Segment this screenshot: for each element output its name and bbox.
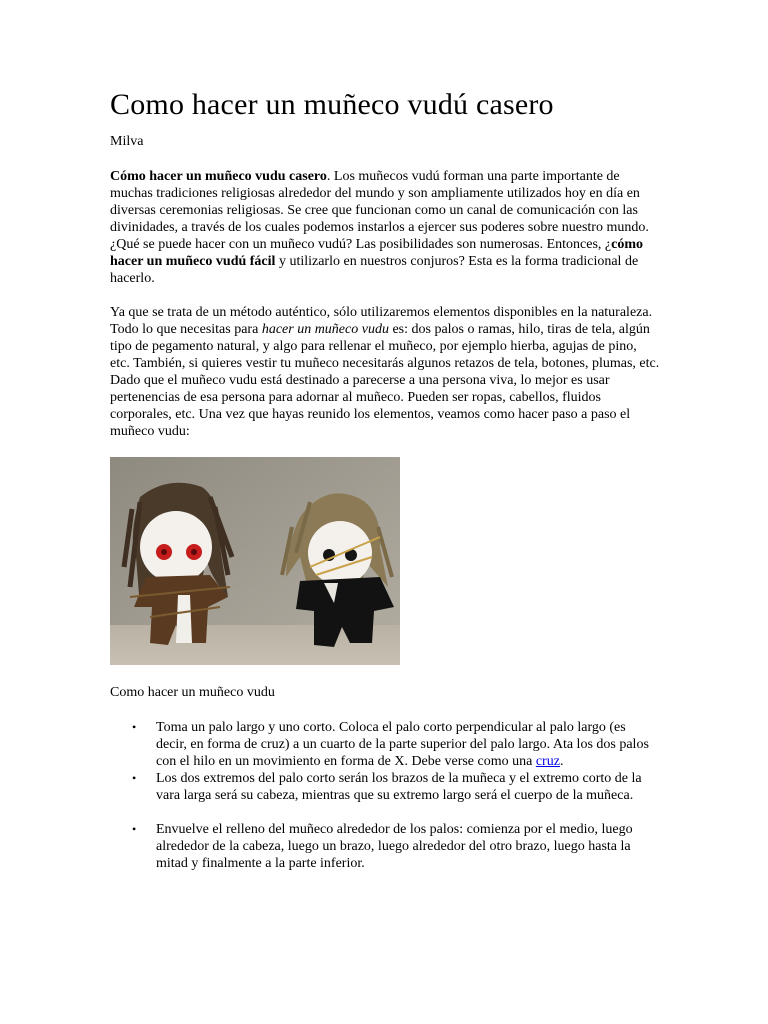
materials-paragraph (110, 304, 660, 440)
materials-italic: hacer un muñeco vudu (261, 322, 389, 337)
cruz-link[interactable]: cruz (535, 754, 560, 769)
list-item (132, 821, 660, 872)
list-item (132, 770, 660, 804)
list-item-after: . (559, 754, 564, 769)
article-title: Como hacer un muñeco vudú casero (110, 88, 554, 121)
list-item-text: Toma un palo largo y uno corto. Coloca el palo corto perpendicular al palo largo (es decir, en forma de cruz) a un cuarto de la parte superior del palo largo. Ata los dos palos con el hilo en un movimiento en forma de X. Debe verse como una (156, 720, 649, 769)
intro-paragraph (110, 168, 660, 287)
list-item (132, 719, 660, 770)
intro-text-2: y utilizarlo en nuestros conjuros? Esta es la forma tradicional de hacerlo. (110, 254, 639, 286)
materials-text-2: es: dos palos o ramas, hilo, tiras de tela, algún tipo de pegamento natural, y algo para rellenar el muñeco, por ejemplo hierba, agujas de pino, etc. También, si quieres vestir tu muñeco necesitarás algunos retazos de tela, botones, plumas, etc. Dado que el muñeco vudu está destinado a parecerse a una persona viva, lo mejor es usar pertenencias de esa persona para adornar al muñeco. Pueden ser ropas, cabellos, fluidos corporales, etc. Una vez que hayas reunido los elementos, veamos como hacer paso a paso el muñeco vudu: (110, 322, 660, 439)
bullet-icon: • (132, 822, 137, 836)
materials-text-1: Ya que se trata de un método auténtico, sólo utilizaremos elementos disponibles en la naturaleza. Todo lo que necesitas para (110, 305, 653, 337)
intro-bold-heading: Cómo hacer un muñeco vudu casero (110, 169, 327, 184)
image-caption: Como hacer un muñeco vudu (110, 685, 275, 700)
list-item-text: Envuelve el relleno del muñeco alrededor de los palos: comienza por el medio, luego alrededor de la cabeza, luego un brazo, luego alrededor del otro brazo, luego hasta la mitad y finalmente a la parte inferior. (156, 822, 633, 871)
steps-list (110, 719, 660, 872)
document-page (110, 86, 660, 872)
intro-text-1: . Los muñecos vudú forman una parte importante de muchas tradiciones religiosas alrededor del mundo y son ampliamente utilizados hoy en día en diversas ceremonias religiosas. Se cree que funcionan como un canal de comunicación con las divinidades, a través de los cuales podemos instarlos a ejercer sus poderes sobre nuestro mundo. ¿Qué se puede hacer con un muñeco vudú? Las posibilidades son numerosas. Entonces, ¿ (110, 169, 649, 252)
article-author: Milva (110, 134, 144, 149)
voodoo-dolls-photo (110, 457, 400, 665)
bullet-icon: • (132, 771, 137, 785)
bullet-icon: • (132, 720, 137, 734)
list-item-text: Los dos extremos del palo corto serán los brazos de la muñeca y el extremo corto de la vara larga será su cabeza, mientras que su extremo largo será el cuerpo de la muñeca. (156, 771, 642, 803)
intro-bold-question: cómo hacer un muñeco vudú fácil (110, 237, 644, 269)
